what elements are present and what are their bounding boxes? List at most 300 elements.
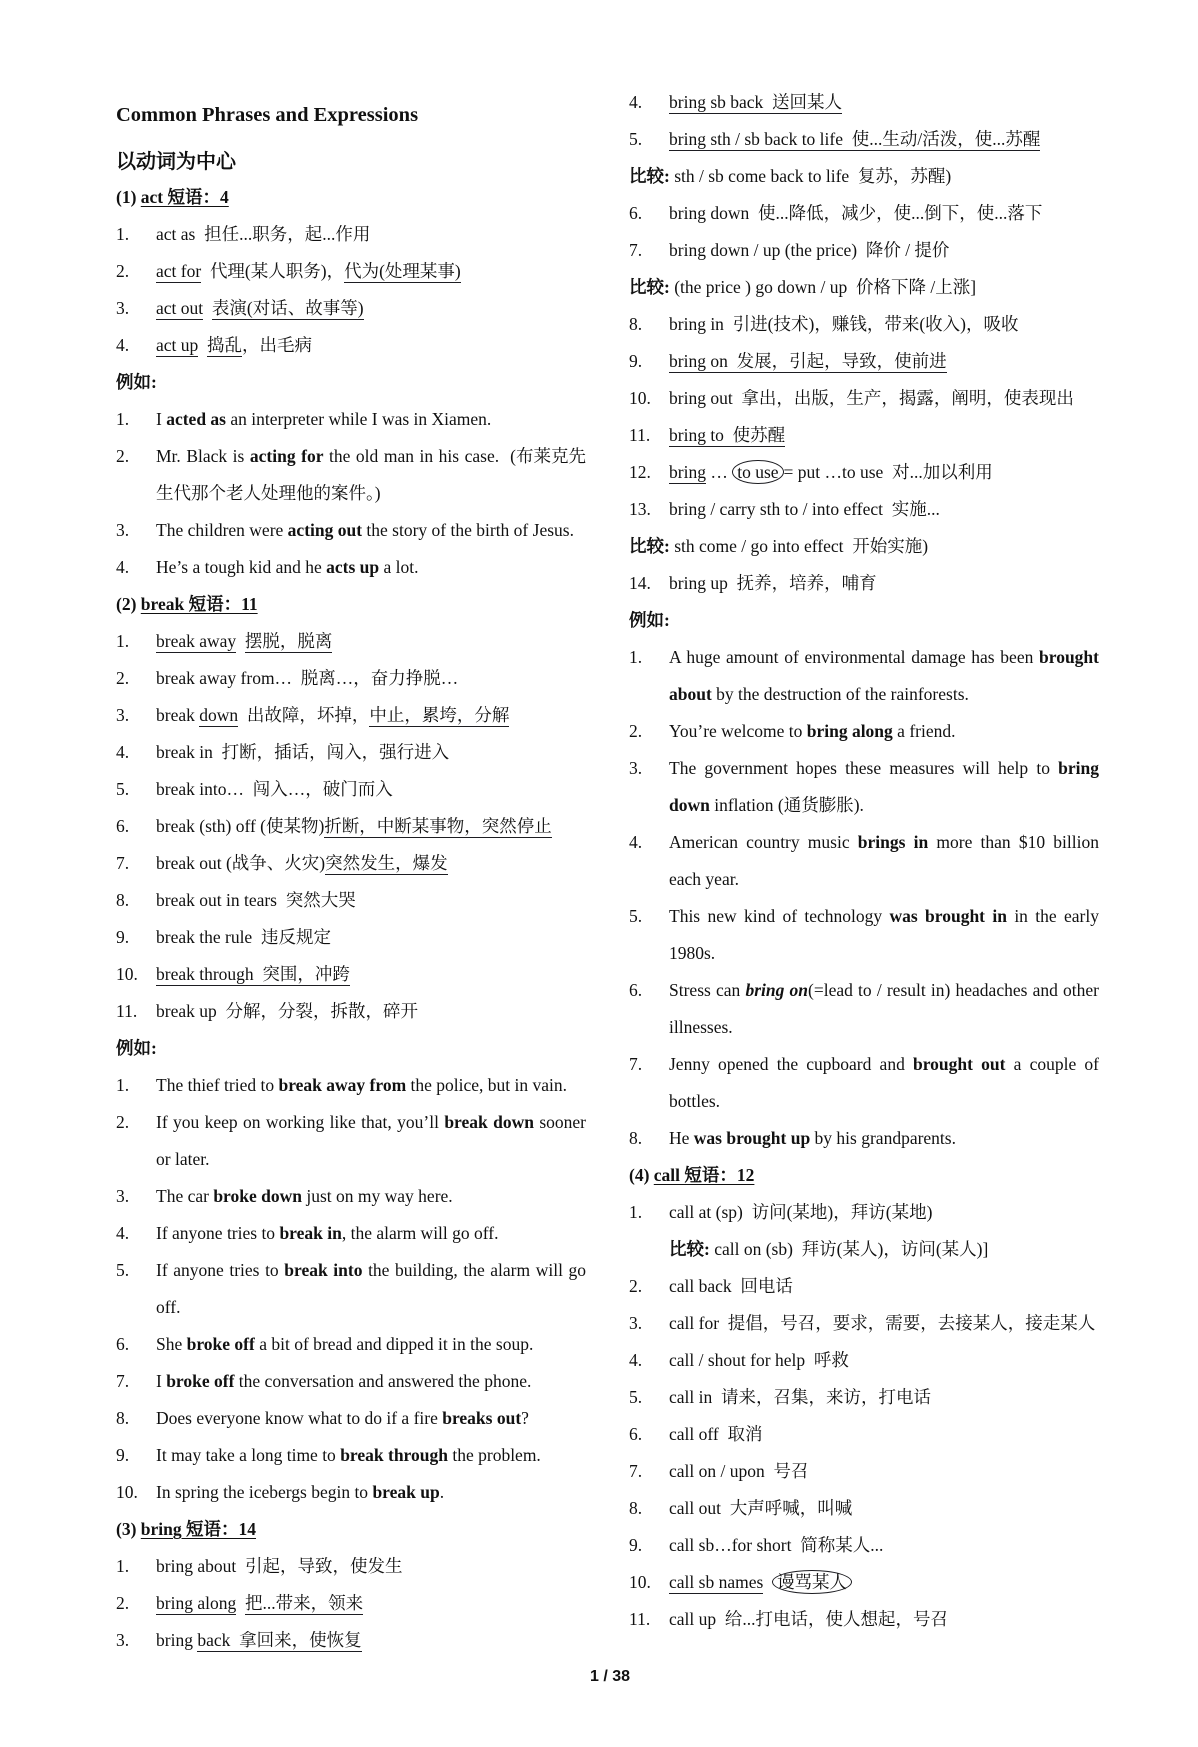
line-text: [156, 919, 331, 956]
list-item: [116, 623, 586, 660]
bold-italic-text: bring on: [745, 979, 809, 1000]
line-text: [669, 84, 842, 121]
line-text: [156, 1548, 402, 1585]
list-item: [629, 343, 1099, 380]
item-number: 5.: [629, 1386, 643, 1407]
bold-text: break through: [340, 1444, 448, 1465]
item-number: 8.: [116, 889, 130, 910]
text-run: call back 回电话: [669, 1275, 793, 1296]
item-number: 2.: [116, 260, 130, 281]
item-number: 10.: [116, 1481, 138, 1502]
list-item: [116, 438, 586, 475]
line-text: [629, 1157, 754, 1194]
section-line: [629, 602, 1099, 639]
item-number: 4.: [629, 831, 643, 852]
text-run: a lot.: [379, 556, 419, 577]
bold-text: breaks out: [442, 1407, 522, 1428]
text-run: , the alarm will go off.: [341, 1222, 499, 1243]
line-text: [669, 1120, 956, 1157]
handwritten-underline-text: down: [199, 704, 239, 725]
text-run: .: [439, 1481, 445, 1502]
item-number: 3.: [116, 297, 130, 318]
handwritten-underline-text: 捣乱: [207, 334, 243, 355]
list-item: [116, 512, 586, 549]
list-item: [629, 1527, 1099, 1564]
item-number: 9.: [116, 926, 130, 947]
item-number: 10.: [629, 1571, 651, 1592]
line-text: [669, 935, 715, 972]
text-run: call sb…for short 简称某人...: [669, 1534, 884, 1555]
list-item: [629, 1194, 1099, 1231]
line-text: [156, 697, 509, 734]
text-run: 出故障，坏掉，: [238, 704, 370, 725]
line-text: [669, 1564, 852, 1601]
text-run: the problem.: [447, 1444, 541, 1465]
text-run: the conversation and answered the phone.: [234, 1370, 532, 1391]
text-run: [203, 298, 212, 318]
text-run: call off 取消: [669, 1423, 763, 1444]
list-item: [629, 306, 1099, 343]
item-number: 9.: [116, 1444, 130, 1465]
text-run: break in 打断，插话，闯入，强行进入: [156, 741, 450, 762]
text-run: If anyone tries to: [156, 1259, 285, 1280]
line-text: [156, 734, 449, 771]
handwritten-underline-text: bring along: [156, 1592, 237, 1613]
text-run: the story of the birth of Jesus.: [362, 519, 574, 540]
handwritten-underline-text: 把...带来，领来: [244, 1592, 364, 1613]
bold-text: bring along: [806, 720, 893, 741]
handwritten-underline-text: break through 突围，冲跨: [156, 963, 350, 984]
bold-text: was brought in: [889, 905, 1007, 926]
text-run: sooner: [533, 1111, 587, 1132]
item-number: 1.: [116, 1074, 130, 1095]
text-run: call up 给...打电话，使人想起，号召: [669, 1608, 949, 1629]
line-text: [669, 787, 864, 824]
text-run: off.: [156, 1296, 181, 1317]
text-run: If anyone tries to: [156, 1222, 280, 1243]
line-text: [116, 586, 258, 623]
line-text: [156, 1104, 586, 1141]
item-number: 11.: [629, 1608, 651, 1629]
line-text: [669, 1305, 1095, 1342]
text-run: break: [156, 704, 200, 725]
text-run: an interpreter while I was in Xiamen.: [225, 408, 492, 429]
section-line: [116, 1511, 586, 1548]
text-run: a friend.: [892, 720, 956, 741]
line-text: [669, 1231, 988, 1268]
handwritten-underline-text: 折断，中断某事物，突然停止: [324, 815, 552, 836]
bold-text: down: [669, 794, 710, 815]
text-run: [236, 631, 245, 651]
list-item: [116, 882, 586, 919]
section-heading-text: act 短语：4: [140, 186, 229, 207]
item-number: 13.: [629, 498, 651, 519]
line-text: [669, 565, 877, 602]
item-number: 6.: [116, 815, 130, 836]
line-text: [669, 1194, 932, 1231]
list-item: [629, 195, 1099, 232]
text-run: I: [156, 408, 167, 429]
text-run: (=lead to / result in) headaches and other: [808, 979, 1099, 1000]
text-run: sth / sb come back to life 复苏，苏醒): [669, 165, 952, 186]
list-item-continuation: [629, 1231, 1099, 1268]
handwritten-underline-text: bring to 使苏醒: [669, 424, 786, 445]
list-item: [116, 956, 586, 993]
bold-text: break up: [372, 1481, 440, 1502]
line-text: [629, 269, 976, 306]
list-item: [629, 232, 1099, 269]
text-run: The government hopes these measures will help to: [669, 757, 1059, 778]
section-heading-text: break 短语：11: [140, 593, 258, 614]
line-text: [156, 1215, 499, 1252]
line-text: [116, 1030, 157, 1067]
line-text: [156, 1252, 586, 1289]
text-run: bring about 引起，导致，使发生: [156, 1555, 403, 1576]
bold-text: 比较:: [669, 1238, 710, 1259]
bold-text: acting out: [287, 519, 363, 540]
list-item: [116, 327, 586, 364]
text-run: If you keep on working like that, you’ll: [156, 1111, 445, 1132]
line-text: [669, 380, 1074, 417]
text-run: The thief tried to: [156, 1074, 279, 1095]
list-item: [629, 1046, 1099, 1083]
handwritten-underline-text: call sb names: [669, 1571, 764, 1592]
item-number: 12.: [629, 461, 651, 482]
line-text: [156, 549, 418, 586]
text-run: just on my way here.: [302, 1185, 453, 1206]
line-text: [116, 179, 229, 216]
text-run: 1980s.: [669, 942, 716, 963]
bold-text: 比较:: [629, 276, 670, 297]
line-text: [669, 306, 1019, 343]
text-run: [763, 1572, 772, 1592]
item-number: 2.: [116, 1111, 130, 1132]
handwritten-underline-text: act out: [156, 297, 204, 318]
line-text: [669, 1490, 852, 1527]
text-run: call in 请来，召集，来访，打电话: [669, 1386, 931, 1407]
text-run: a couple of: [1005, 1053, 1099, 1074]
list-item-continuation: [116, 1141, 586, 1178]
item-number: 2.: [629, 720, 643, 741]
item-number: 2.: [116, 445, 130, 466]
bold-text: (2): [116, 593, 137, 614]
line-text: [669, 1009, 733, 1046]
line-text: [156, 623, 332, 660]
text-run: break the rule 违反规定: [156, 926, 331, 947]
document-title: Common Phrases and Expressions: [116, 104, 419, 126]
text-run: bring: [156, 1629, 198, 1650]
list-item: [116, 1215, 586, 1252]
item-number: 6.: [629, 202, 643, 223]
text-run: bottles.: [669, 1090, 721, 1111]
list-item: [629, 1490, 1099, 1527]
list-item-continuation: [629, 935, 1099, 972]
item-number: 4.: [629, 91, 643, 112]
text-run: or later.: [156, 1148, 210, 1169]
list-item: [629, 1416, 1099, 1453]
item-number: 9.: [629, 350, 643, 371]
handwritten-underline-text: 代为(处理某事): [344, 260, 461, 281]
list-item: [629, 1453, 1099, 1490]
line-text: [669, 343, 947, 380]
handwritten-underline-text: bring sth / sb back to life 使...生动/活泼，使...苏醒: [669, 128, 1041, 149]
bold-text: acting for: [249, 445, 324, 466]
line-text: [629, 528, 928, 565]
line-text: [116, 1511, 256, 1548]
list-item: [116, 734, 586, 771]
text-run: call on / upon 号召: [669, 1460, 809, 1481]
section-heading-text: call 短语：12: [653, 1164, 755, 1185]
line-text: [669, 713, 955, 750]
item-number: 10.: [629, 387, 651, 408]
text-run: the police, but in vain.: [406, 1074, 568, 1095]
bold-text: about: [669, 683, 712, 704]
text-run: call at (sp) 访问(某地)，拜访(某地): [669, 1201, 933, 1222]
list-item-continuation: [629, 861, 1099, 898]
handwritten-underline-text: break away: [156, 630, 237, 651]
line-text: [629, 158, 951, 195]
line-text: [669, 1416, 762, 1453]
section-line: [629, 528, 1099, 565]
line-text: [156, 290, 364, 327]
line-text: [669, 491, 940, 528]
list-item: [629, 84, 1099, 121]
line-text: [669, 454, 993, 491]
text-run: Mr. Black is: [156, 445, 250, 466]
list-item: [116, 660, 586, 697]
item-number: 5.: [116, 778, 130, 799]
section-line: [629, 269, 1099, 306]
handwritten-underline-text: 表演(对话、故事等): [211, 297, 364, 318]
item-number: 7.: [629, 1460, 643, 1481]
item-number: 4.: [629, 1349, 643, 1370]
bold-text: (3): [116, 1518, 137, 1539]
handwritten-underline-text: 摆脱，脱离: [244, 630, 333, 651]
text-run: bring out 拿出，出版，生产，揭露，阐明，使表现出: [669, 387, 1074, 408]
bold-text: 例如:: [116, 371, 157, 392]
text-run: 生代那个老人处理他的案件。): [156, 482, 381, 503]
item-number: 4.: [116, 741, 130, 762]
text-run: bring down / up (the price) 降价 / 提价: [669, 239, 950, 260]
line-text: [156, 1363, 531, 1400]
line-text: [156, 1585, 363, 1622]
text-run: A huge amount of environmental damage has been: [669, 646, 1040, 667]
bold-text: acts up: [326, 556, 380, 577]
list-item: [116, 1252, 586, 1289]
text-run: bring up 抚养，培养，哺育: [669, 572, 877, 593]
bold-text: broke down: [213, 1185, 302, 1206]
item-number: 8.: [116, 1407, 130, 1428]
text-run: [198, 335, 207, 355]
line-text: [156, 1622, 362, 1659]
item-number: 6.: [629, 979, 643, 1000]
item-number: 9.: [629, 1534, 643, 1555]
list-item: [116, 401, 586, 438]
text-run: each year.: [669, 868, 739, 889]
line-text: [156, 1067, 567, 1104]
line-text: [669, 417, 785, 454]
item-number: 7.: [629, 239, 643, 260]
item-number: 3.: [116, 1185, 130, 1206]
bold-text: (1): [116, 186, 137, 207]
list-item: [629, 1601, 1099, 1638]
line-text: [156, 808, 552, 845]
item-number: 1.: [629, 646, 643, 667]
item-number: 14.: [629, 572, 651, 593]
item-number: 1.: [116, 1555, 130, 1576]
text-run: It may take a long time to: [156, 1444, 341, 1465]
line-text: [669, 824, 1099, 861]
text-run: break out (战争、火灾): [156, 852, 326, 873]
list-item: [629, 454, 1099, 491]
item-number: 7.: [116, 1370, 130, 1391]
line-text: [156, 216, 370, 253]
bold-text: bring: [1058, 757, 1099, 778]
section-line: [629, 158, 1099, 195]
line-text: [669, 195, 1042, 232]
text-run: break up 分解，分裂，拆散，碎开: [156, 1000, 418, 1021]
text-run: act as 担任...职务，起...作用: [156, 223, 371, 244]
section-line: [116, 179, 586, 216]
text-run: in the early: [1006, 905, 1099, 926]
handwritten-underline-text: bring: [669, 461, 706, 482]
list-item: [629, 1268, 1099, 1305]
list-item: [629, 639, 1099, 676]
bold-text: brings in: [857, 831, 929, 852]
list-item: [629, 565, 1099, 602]
list-item: [629, 380, 1099, 417]
text-run: the building, the alarm will go: [362, 1259, 587, 1280]
line-text: [669, 1268, 793, 1305]
text-run: He’s a tough kid and he: [156, 556, 327, 577]
item-number: 6.: [116, 1333, 130, 1354]
line-text: [156, 1178, 453, 1215]
bold-text: break into: [284, 1259, 363, 1280]
item-number: 2.: [116, 667, 130, 688]
bold-text: acted as: [166, 408, 226, 429]
line-text: [156, 956, 350, 993]
item-number: 1.: [116, 408, 130, 429]
text-run: You’re welcome to: [669, 720, 807, 741]
list-item: [629, 1342, 1099, 1379]
bold-text: 比较:: [629, 165, 670, 186]
text-run: call out 大声呼喊，叫喊: [669, 1497, 853, 1518]
text-run: the old man in his case. (布莱克先: [323, 445, 586, 466]
line-text: [669, 1601, 948, 1638]
line-text: [156, 1474, 444, 1511]
list-item-continuation: [629, 1009, 1099, 1046]
list-item: [116, 1067, 586, 1104]
line-text: [669, 121, 1040, 158]
item-number: 3.: [116, 519, 130, 540]
text-run: by his grandparents.: [810, 1127, 956, 1148]
text-run: break into… 闯入…，破门而入: [156, 778, 393, 799]
handwritten-underline-text: 中止，累垮，分解: [369, 704, 510, 725]
item-number: 6.: [629, 1423, 643, 1444]
text-run: inflation (通货膨胀).: [709, 794, 864, 815]
page-number: 1 / 38: [589, 1668, 631, 1685]
item-number: 10.: [116, 963, 138, 984]
line-text: [156, 512, 574, 549]
item-number: 8.: [629, 1497, 643, 1518]
line-text: [156, 1437, 541, 1474]
item-number: 5.: [629, 905, 643, 926]
line-text: [156, 1400, 529, 1437]
line-text: [669, 1453, 809, 1490]
text-run: This new kind of technology: [669, 905, 890, 926]
item-number: 4.: [116, 334, 130, 355]
text-run: [236, 1593, 245, 1613]
text-run: (the price ) go down / up 价格下降 /上涨]: [669, 276, 977, 297]
list-item: [629, 1305, 1099, 1342]
list-item: [629, 713, 1099, 750]
list-item: [116, 290, 586, 327]
list-item-continuation: [116, 475, 586, 512]
item-number: 8.: [629, 1127, 643, 1148]
item-number: 2.: [629, 1275, 643, 1296]
bold-text: 例如:: [629, 609, 670, 630]
list-item: [116, 845, 586, 882]
item-number: 3.: [629, 757, 643, 778]
bold-text: 例如:: [116, 1037, 157, 1058]
text-run: The car: [156, 1185, 214, 1206]
bold-text: was brought up: [693, 1127, 811, 1148]
section-line: [629, 1157, 1099, 1194]
handwritten-underline-text: 突然发生，爆发: [325, 852, 448, 873]
item-number: 1.: [116, 223, 130, 244]
item-number: 3.: [116, 1629, 130, 1650]
bold-text: break down: [444, 1111, 534, 1132]
list-item-continuation: [629, 1083, 1099, 1120]
list-item-continuation: [629, 676, 1099, 713]
section-heading-text: bring 短语：14: [140, 1518, 257, 1539]
line-text: [156, 438, 586, 475]
item-number: 5.: [116, 1259, 130, 1280]
bold-text: break away from: [278, 1074, 407, 1095]
line-text: [669, 972, 1099, 1009]
section-line: [116, 1030, 586, 1067]
list-item: [116, 1437, 586, 1474]
line-text: [156, 993, 418, 1030]
item-number: 4.: [116, 556, 130, 577]
list-item: [629, 1564, 1099, 1601]
text-run: illnesses.: [669, 1016, 733, 1037]
section-title: 以动词为中心: [116, 151, 236, 173]
text-run: ?: [521, 1407, 529, 1428]
list-item-continuation: [629, 787, 1099, 824]
line-text: [629, 602, 670, 639]
line-text: [669, 639, 1099, 676]
handwritten-underline-text: act up: [156, 334, 199, 355]
text-run: break out in tears 突然大哭: [156, 889, 356, 910]
text-run: Jenny opened the cupboard and: [669, 1053, 913, 1074]
line-text: [669, 1342, 849, 1379]
line-text: [669, 1527, 883, 1564]
list-item: [116, 993, 586, 1030]
item-number: 3.: [116, 704, 130, 725]
item-number: 1.: [629, 1201, 643, 1222]
text-run: In spring the icebergs begin to: [156, 1481, 373, 1502]
list-item: [629, 417, 1099, 454]
handwritten-underline-text: back 拿回来，使恢复: [197, 1629, 362, 1650]
list-item: [116, 216, 586, 253]
text-run: break (sth) off (使某物): [156, 815, 325, 836]
text-run: call / shout for help 呼救: [669, 1349, 849, 1370]
bold-text: broke off: [186, 1333, 255, 1354]
text-run: Stress can: [669, 979, 746, 1000]
text-run: She: [156, 1333, 187, 1354]
list-item: [629, 1120, 1099, 1157]
